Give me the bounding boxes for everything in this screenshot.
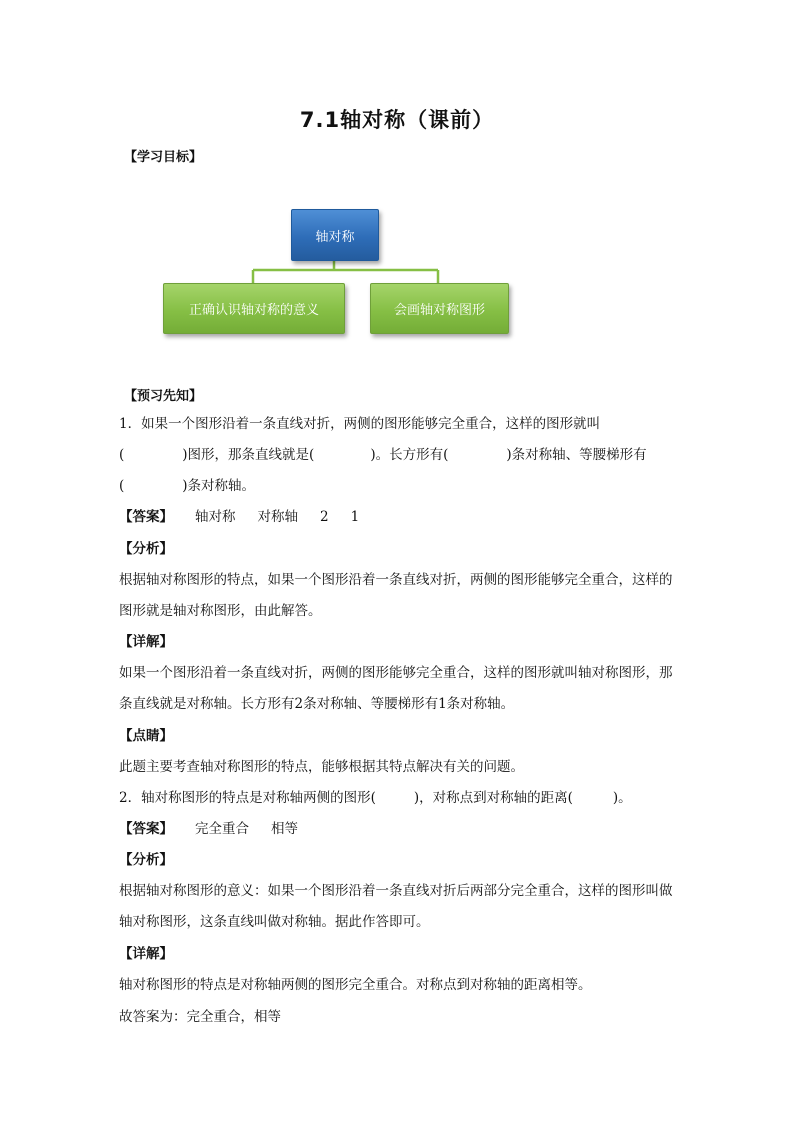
page-title: 7.1轴对称（课前） [299,108,495,132]
q2-line-1 [119,788,632,808]
q1-blank-open-1: ( [119,447,125,463]
diagram-left-node: 正确认识轴对称的意义 [163,283,345,334]
q1-line-1: 1．如果一个图形沿着一条直线对折，两侧的图形能够完全重合，这样的图形就叫 [119,416,601,432]
diagram-connector [0,0,794,400]
q1-detail-tag: 【详解】 [119,634,173,650]
q1-text-2d: )条对称轴、等腰梯形有 [506,447,647,463]
q2-answer-2: 相等 [271,821,298,837]
diagram-root-node: 轴对称 [291,209,379,261]
q1-line-3 [119,476,255,496]
q1-line-2 [119,445,647,465]
section-goals-heading: 【学习目标】 [124,150,203,165]
q2-answer-tag: 【答案】 [119,821,173,837]
q2-final-answer: 故答案为：完全重合，相等 [119,1009,281,1025]
section-preview-heading: 【预习先知】 [124,389,203,404]
q1-text-3b: )条对称轴。 [182,478,256,494]
q1-detail-text: 如果一个图形沿着一条直线对折，两侧的图形能够完全重合，这样的图形就叫轴对称图形，那条直线就是对称轴。长方形有2条对称轴、等腰梯形有1条对称轴。 [119,665,673,712]
q2-analysis-tag: 【分析】 [119,852,173,868]
q2-text-1a: 2．轴对称图形的特点是对称轴两侧的图形( [119,790,376,806]
q2-text-1c: )。 [612,790,632,806]
q1-point-tag: 【点睛】 [119,728,173,744]
q1-blank-open-4: ( [119,478,125,494]
q1-point-text: 此题主要考查轴对称图形的特点，能够根据其特点解决有关的问题。 [119,759,524,775]
q2-answer-line [119,819,298,839]
q2-text-1b: )，对称点到对称轴的距离( [413,790,573,806]
q1-answer-2: 对称轴 [257,509,298,525]
q1-answer-1: 轴对称 [195,509,236,525]
q1-text-2c: )。长方形有( [370,447,449,463]
q2-answer-1: 完全重合 [195,821,249,837]
q1-answer-line [119,507,359,527]
q1-analysis-tag: 【分析】 [119,541,173,557]
q1-answer-tag: 【答案】 [119,509,173,525]
q2-detail-text: 轴对称图形的特点是对称轴两侧的图形完全重合。对称点到对称轴的距离相等。 [119,977,592,993]
q1-text-2b: )图形，那条直线就是( [182,447,315,463]
q1-answer-4: 1 [350,509,360,525]
q2-detail-tag: 【详解】 [119,946,173,962]
q1-analysis-text: 根据轴对称图形的特点，如果一个图形沿着一条直线对折，两侧的图形能够完全重合，这样的图形就是轴对称图形，由此解答。 [119,572,673,619]
diagram-right-node: 会画轴对称图形 [370,283,509,334]
q1-answer-3: 2 [320,509,329,525]
q2-analysis-text: 根据轴对称图形的意义：如果一个图形沿着一条直线对折后两部分完全重合，这样的图形叫做轴对称图形，这条直线叫做对称轴。据此作答即可。 [119,883,673,930]
